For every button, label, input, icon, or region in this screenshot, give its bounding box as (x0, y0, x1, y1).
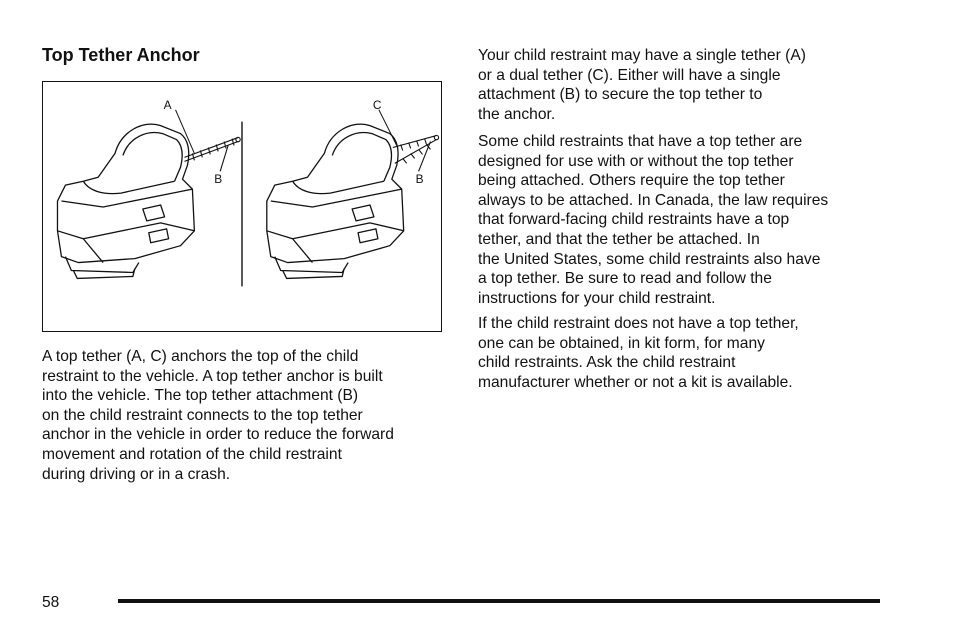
right-child-seat (267, 124, 404, 278)
label-c: C (372, 97, 382, 112)
left-child-seat (57, 124, 194, 278)
left-single-tether (184, 137, 240, 171)
body-paragraph-right-2: Some child restraints that have a top tether are designed for use with or without the top tether being attached. Others require the top tether always to be attached. In Canada, the law requires that forward-facing child restraints have a top tether, and that the tether be attached. In the United States, some child restraints also have a top tether. Be sure to read and follow the instructions for your child restraint. (478, 133, 829, 307)
child-seat-drawing (43, 82, 441, 331)
tether-illustration (42, 81, 442, 332)
label-b-right: B (415, 172, 424, 187)
page-number: 58 (42, 594, 60, 611)
section-heading: Top Tether Anchor (42, 45, 200, 65)
label-b-left: B (214, 172, 223, 187)
body-paragraph-left: A top tether (A, C) anchors the top of the child restraint to the vehicle. A top tether anchor is built into the vehicle. The top tether attachment (B) on the child restraint connects to the top tether anchor in the vehicle in order to reduce the forward movement and rotation of the child restraint during driving or in a crash. (42, 348, 394, 483)
right-dual-tether (393, 135, 439, 171)
footer-rule (118, 599, 880, 603)
body-paragraph-right-1: Your child restraint may have a single tether (A) or a dual tether (C). Either will have a single attachment (B) to secure the top tether to the anchor. (478, 47, 806, 123)
body-paragraph-right-3: If the child restraint does not have a top tether, one can be obtained, in kit form, for many child restraints. Ask the child restraint manufacturer whether or not a kit is available. (478, 315, 799, 391)
label-a: A (163, 97, 172, 112)
